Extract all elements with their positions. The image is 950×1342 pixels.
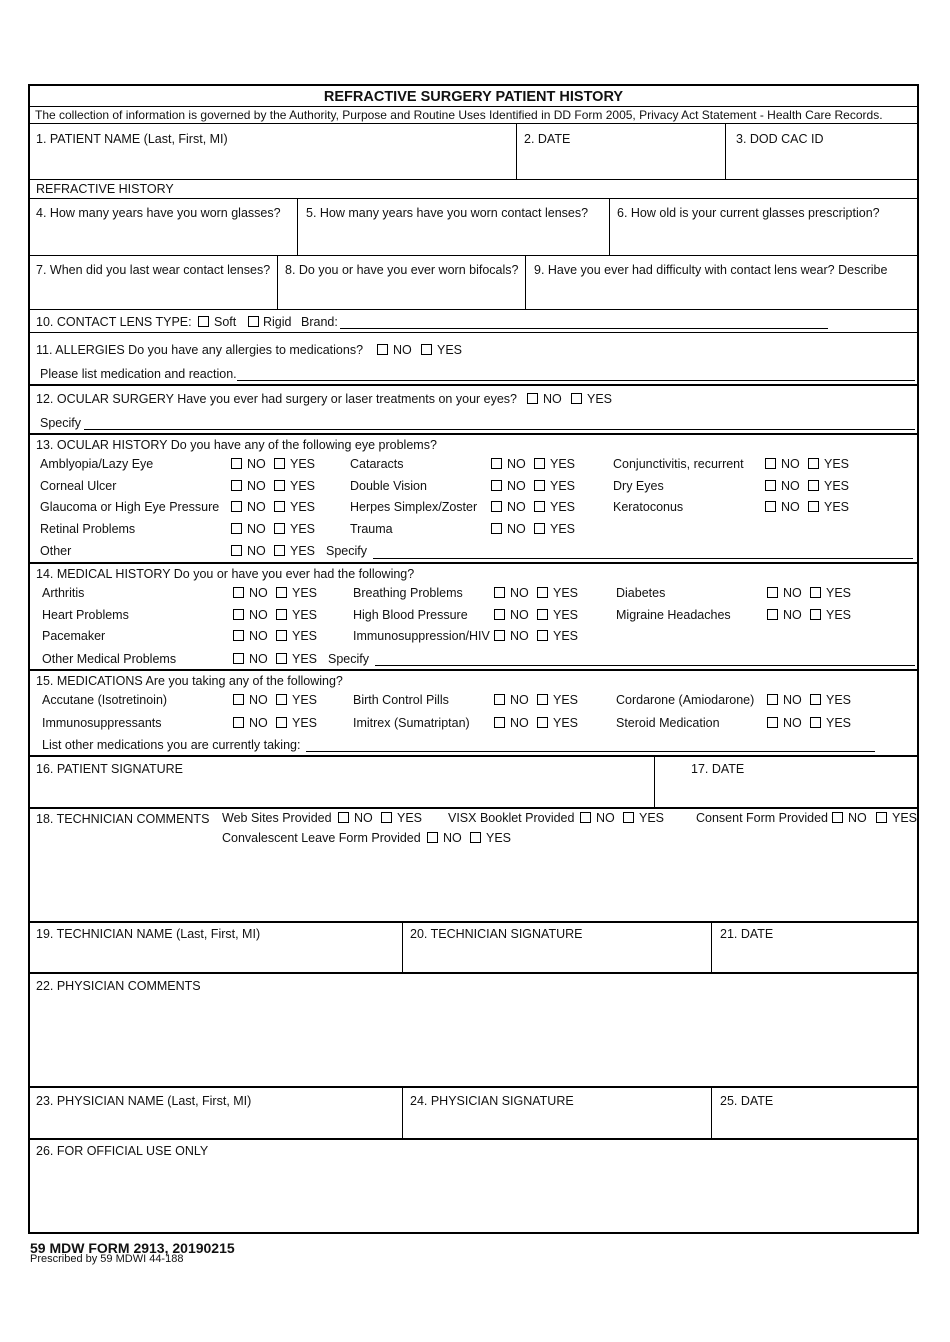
privacy-statement: The collection of information is governed by the Authority, Purpose and Routine Uses Identified in DD Form 2005, Privacy Act Statement - Health Care Records. [35,108,883,122]
q9-label: 9. Have you ever had difficulty with contact lens wear? Describe [534,263,888,277]
condition-label: Cordarone (Amiodarone) [616,693,755,707]
physician-signature-label: 24. PHYSICIAN SIGNATURE [410,1094,574,1108]
no-label: NO [510,608,529,622]
no-label: NO [510,693,529,707]
no-label: NO [247,479,266,493]
form-frame [28,84,919,1234]
yes-label: YES [550,479,576,493]
yes-label: YES [824,457,850,471]
yes-label: YES [826,716,852,730]
no-checkbox[interactable] [765,501,776,512]
yes-label: YES [824,500,850,514]
no-label: NO [354,811,373,825]
condition-label: Imitrex (Sumatriptan) [353,716,470,730]
condition-label: Immunosuppression/HIV [353,629,490,643]
condition-label: Migraine Headaches [616,608,731,622]
divider [30,123,917,124]
yes-label: YES [550,457,576,471]
condition-label: Glaucoma or High Eye Pressure [40,500,220,514]
yes-checkbox[interactable] [274,480,285,491]
yes-checkbox[interactable] [276,694,287,705]
yes-label: YES [437,343,463,357]
other-meds-input[interactable] [306,751,875,752]
yes-label: YES [553,716,579,730]
condition-label: Cataracts [350,457,404,471]
no-checkbox[interactable] [231,545,242,556]
no-label: NO [783,716,802,730]
specify-label: Specify [40,416,81,430]
yes-label: YES [290,479,316,493]
refractive-history-heading: REFRACTIVE HISTORY [36,182,174,196]
yes-checkbox[interactable] [537,717,548,728]
no-label: NO [781,457,800,471]
yes-checkbox[interactable] [276,630,287,641]
condition-label: Dry Eyes [613,479,664,493]
yes-label: YES [290,544,316,558]
condition-label: Arthritis [42,586,85,600]
no-label: NO [249,652,268,666]
specify-label: Specify [326,544,367,558]
no-checkbox[interactable] [494,694,505,705]
q6-label: 6. How old is your current glasses prescription? [617,206,880,220]
date-21-label: 21. DATE [720,927,774,941]
q12-label: 12. OCULAR SURGERY Have you ever had surgery or laser treatments on your eyes? [36,392,518,406]
no-checkbox[interactable] [233,694,244,705]
condition-label: Other Medical Problems [42,652,177,666]
no-checkbox[interactable] [231,458,242,469]
yes-label: YES [553,693,579,707]
no-checkbox[interactable] [491,458,502,469]
brand-label: Brand: [301,315,338,329]
yes-checkbox[interactable] [276,587,287,598]
condition-label: Steroid Medication [616,716,720,730]
patient-name-label: 1. PATIENT NAME (Last, First, MI) [36,132,228,146]
no-checkbox[interactable] [491,523,502,534]
condition-label: Conjunctivitis, recurrent [613,457,744,471]
condition-label: Keratoconus [613,500,684,514]
allergies-no-checkbox[interactable] [377,344,388,355]
allergies-input[interactable] [237,380,915,381]
no-checkbox[interactable] [767,609,778,620]
physician-name-label: 23. PHYSICIAN NAME (Last, First, MI) [36,1094,252,1108]
yes-checkbox[interactable] [810,587,821,598]
date-17-label: 17. DATE [691,762,745,776]
yes-label: YES [553,608,579,622]
brand-input[interactable] [340,328,828,329]
patient-signature-label: 16. PATIENT SIGNATURE [36,762,184,776]
convalescent-yes-checkbox[interactable] [470,832,481,843]
q10-label: 10. CONTACT LENS TYPE: [36,315,192,329]
yes-checkbox[interactable] [534,523,545,534]
list-other-meds-label: List other medications you are currently taking: [42,738,301,752]
q14-label: 14. MEDICAL HISTORY Do you or have you ever had the following? [36,567,415,581]
condition-label: Immunosuppressants [42,716,162,730]
q13-label: 13. OCULAR HISTORY Do you have any of the following eye problems? [36,438,437,452]
condition-label: Breathing Problems [353,586,463,600]
no-checkbox[interactable] [233,609,244,620]
rigid-checkbox[interactable] [248,316,259,327]
convalescent-no-checkbox[interactable] [427,832,438,843]
no-checkbox[interactable] [233,653,244,664]
yes-label: YES [292,716,318,730]
yes-label: YES [553,586,579,600]
no-label: NO [249,608,268,622]
q4-label: 4. How many years have you worn glasses? [36,206,281,220]
no-checkbox[interactable] [765,480,776,491]
yes-label: YES [824,479,850,493]
no-checkbox[interactable] [767,717,778,728]
no-label: NO [247,522,266,536]
yes-checkbox[interactable] [537,630,548,641]
no-label: NO [507,500,526,514]
no-label: NO [443,831,462,845]
condition-label: Diabetes [616,586,666,600]
no-label: NO [781,479,800,493]
yes-label: YES [290,457,316,471]
no-checkbox[interactable] [491,501,502,512]
condition-label: Pacemaker [42,629,106,643]
no-label: NO [249,586,268,600]
yes-label: YES [639,811,665,825]
yes-label: YES [550,500,576,514]
please-list-label: Please list medication and reaction. [40,367,237,381]
rigid-label: Rigid [263,315,292,329]
no-label: NO [596,811,615,825]
no-checkbox[interactable] [233,630,244,641]
no-label: NO [247,500,266,514]
web-sites-yes-checkbox[interactable] [381,812,392,823]
yes-checkbox[interactable] [810,717,821,728]
yes-checkbox[interactable] [534,458,545,469]
condition-label: Other [40,544,72,558]
no-checkbox[interactable] [233,717,244,728]
condition-label: Heart Problems [42,608,129,622]
medical-other-specify-input[interactable] [375,665,915,666]
yes-checkbox[interactable] [808,501,819,512]
divider [30,106,917,107]
yes-label: YES [292,629,318,643]
no-label: NO [507,457,526,471]
no-checkbox[interactable] [231,523,242,534]
condition-label: Double Vision [350,479,427,493]
no-label: NO [249,629,268,643]
web-sites-label: Web Sites Provided [222,811,332,825]
no-label: NO [781,500,800,514]
no-label: NO [249,693,268,707]
q5-label: 5. How many years have you worn contact lenses? [306,206,589,220]
yes-label: YES [397,811,423,825]
no-checkbox[interactable] [233,587,244,598]
yes-checkbox[interactable] [276,717,287,728]
physician-comments-label: 22. PHYSICIAN COMMENTS [36,979,201,993]
yes-label: YES [892,811,918,825]
no-label: NO [510,629,529,643]
q7-label: 7. When did you last wear contact lenses? [36,263,271,277]
no-label: NO [848,811,867,825]
convalescent-label: Convalescent Leave Form Provided [222,831,421,845]
no-label: NO [507,522,526,536]
yes-checkbox[interactable] [274,545,285,556]
condition-label: Accutane (Isotretinoin) [42,693,168,707]
visx-yes-checkbox[interactable] [623,812,634,823]
no-checkbox[interactable] [494,609,505,620]
yes-checkbox[interactable] [276,653,287,664]
condition-label: Amblyopia/Lazy Eye [40,457,154,471]
q15-label: 15. MEDICATIONS Are you taking any of the following? [36,674,343,688]
yes-label: YES [826,608,852,622]
specify-label: Specify [328,652,369,666]
ocular-other-specify-input[interactable] [373,558,913,559]
visx-no-checkbox[interactable] [580,812,591,823]
no-label: NO [507,479,526,493]
yes-label: YES [553,629,579,643]
prescribed-by: Prescribed by 59 MDWI 44-188 [30,1253,184,1265]
yes-label: YES [550,522,576,536]
yes-checkbox[interactable] [537,587,548,598]
technician-name-label: 19. TECHNICIAN NAME (Last, First, MI) [36,927,261,941]
soft-label: Soft [214,315,237,329]
official-use-label: 26. FOR OFFICIAL USE ONLY [36,1144,209,1158]
yes-checkbox[interactable] [808,480,819,491]
yes-label: YES [826,693,852,707]
yes-checkbox[interactable] [534,501,545,512]
yes-label: YES [826,586,852,600]
yes-label: YES [292,652,318,666]
no-label: NO [510,586,529,600]
no-checkbox[interactable] [494,717,505,728]
yes-checkbox[interactable] [537,694,548,705]
no-checkbox[interactable] [494,630,505,641]
no-checkbox[interactable] [231,501,242,512]
date-25-label: 25. DATE [720,1094,774,1108]
yes-checkbox[interactable] [810,694,821,705]
condition-label: Corneal Ulcer [40,479,117,493]
no-checkbox[interactable] [494,587,505,598]
no-label: NO [783,608,802,622]
surgery-specify-input[interactable] [84,429,915,430]
yes-label: YES [292,693,318,707]
form-title: REFRACTIVE SURGERY PATIENT HISTORY [323,89,624,105]
consent-no-checkbox[interactable] [832,812,843,823]
no-label: NO [783,693,802,707]
technician-comments-label: 18. TECHNICIAN COMMENTS [36,812,210,826]
date-label: 2. DATE [524,132,571,146]
allergies-yes-checkbox[interactable] [421,344,432,355]
no-checkbox[interactable] [491,480,502,491]
no-label: NO [543,392,562,406]
yes-label: YES [292,608,318,622]
condition-label: Trauma [350,522,393,536]
no-checkbox[interactable] [765,458,776,469]
yes-label: YES [292,586,318,600]
soft-checkbox[interactable] [198,316,209,327]
no-label: NO [249,716,268,730]
yes-checkbox[interactable] [274,501,285,512]
yes-checkbox[interactable] [810,609,821,620]
q11-label: 11. ALLERGIES Do you have any allergies to medications? [36,343,364,357]
web-sites-no-checkbox[interactable] [338,812,349,823]
no-label: NO [510,716,529,730]
no-checkbox[interactable] [231,480,242,491]
no-checkbox[interactable] [767,694,778,705]
yes-checkbox[interactable] [276,609,287,620]
no-label: NO [247,544,266,558]
yes-checkbox[interactable] [537,609,548,620]
no-label: NO [247,457,266,471]
yes-checkbox[interactable] [274,458,285,469]
condition-label: Birth Control Pills [353,693,449,707]
technician-signature-label: 20. TECHNICIAN SIGNATURE [410,927,583,941]
yes-checkbox[interactable] [274,523,285,534]
no-label: NO [783,586,802,600]
consent-label: Consent Form Provided [696,811,829,825]
yes-label: YES [290,500,316,514]
no-checkbox[interactable] [767,587,778,598]
yes-checkbox[interactable] [534,480,545,491]
yes-label: YES [486,831,512,845]
surgery-no-checkbox[interactable] [527,393,538,404]
condition-label: Herpes Simplex/Zoster [350,500,478,514]
condition-label: High Blood Pressure [353,608,468,622]
yes-checkbox[interactable] [808,458,819,469]
consent-yes-checkbox[interactable] [876,812,887,823]
condition-label: Retinal Problems [40,522,136,536]
cac-id-label: 3. DOD CAC ID [736,132,824,146]
no-label: NO [393,343,412,357]
surgery-yes-checkbox[interactable] [571,393,582,404]
visx-label: VISX Booklet Provided [448,811,575,825]
yes-label: YES [587,392,613,406]
yes-label: YES [290,522,316,536]
form-number: 59 MDW FORM 2913, 20190215 [30,1240,235,1256]
q8-label: 8. Do you or have you ever worn bifocals? [285,263,519,277]
